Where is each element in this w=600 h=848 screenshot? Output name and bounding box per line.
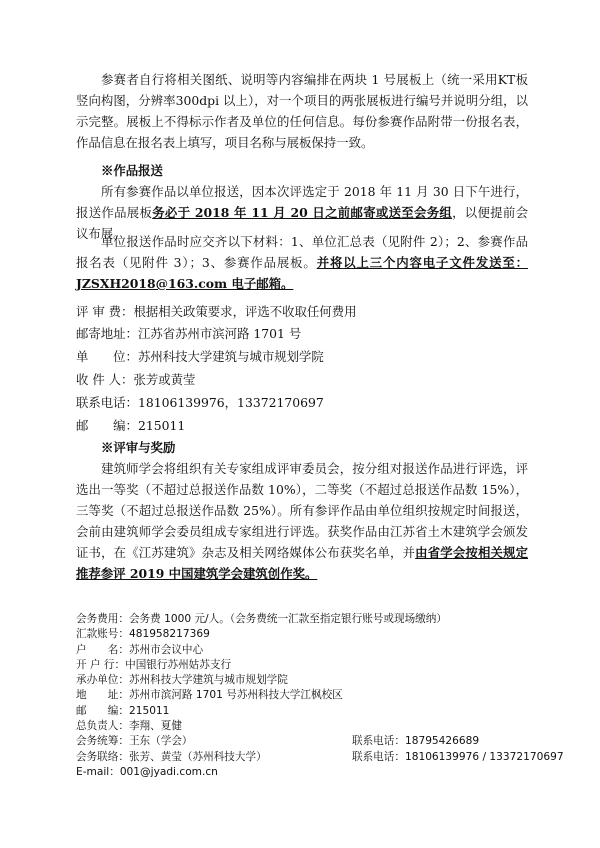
recipient-value: 张芳或黄莹 — [133, 372, 196, 387]
deadline-emphasis: 务必于 2018 年 11 月 20 日之前邮寄或送至会务组 — [152, 205, 453, 220]
footer-row — [76, 734, 536, 749]
footer-phone-value: 18106139976 / 13372170697 — [404, 750, 564, 763]
submission-text: 所有参赛作品以单位报送，因本次评选定于 2018 年 11 月 30 日下午进行，报送作品展板 — [76, 184, 528, 220]
materials-text: 单位报送作品时应交齐以下材料：1、单位汇总表（见附件 2）；2、参赛作品报名表（见附件 3）；3、参赛作品展板。 — [76, 234, 528, 270]
footer-label: 承办单位： — [76, 674, 129, 687]
footer-value: 215011 — [128, 704, 170, 717]
footer-row — [76, 643, 536, 658]
footer-value: 苏州市会议中心 — [128, 643, 204, 656]
footer-row — [76, 627, 536, 642]
footer-row — [76, 658, 536, 673]
footer-label: 会务费用： — [76, 613, 129, 625]
footer-phone-label: 联系电话： — [352, 750, 405, 763]
section-title-submission: ※作品报送 — [101, 163, 163, 178]
footer-phone-value: 18795426689 — [404, 735, 480, 748]
footer-label: 邮 编： — [76, 704, 129, 717]
paragraph-required-materials — [76, 231, 528, 294]
footer-row — [76, 612, 536, 627]
footer-label: 会务统筹： — [76, 735, 129, 748]
footer-phone — [352, 734, 479, 749]
awards-recommendation: 由省学会按相关规定推荐参评 2019 中国建筑学会建筑创作奖。 — [76, 545, 529, 581]
footer-value: 王东（学会） — [128, 735, 193, 748]
footer-value: 李翔、夏健 — [128, 720, 182, 733]
unit-value: 苏州科技大学建筑与城市规划学院 — [137, 349, 324, 364]
footer-row — [76, 688, 536, 703]
footer-row — [76, 750, 564, 765]
footer-value: 苏州科技大学建筑与城市规划学院 — [128, 674, 288, 687]
awards-text: 建筑师学会将组织有关专家组成评审委员会，按分组对报送作品进行评选，评选出一等奖（不超过总报送作品数 10%），二等奖（不超过总报送作品数 15%），三等奖（不超过总报送作品数 25%）。所有参评作品由单位组织按规定时间报送，会前由建筑师学会委员组成专家组进行评选。获奖作品由江苏省土木建筑学会颁发证书，在《江苏建筑》杂志及相关网络媒体公布获奖名单，并 — [76, 461, 528, 560]
review-fee-value: 根据相关政策要求，评选不收取任何费用 — [133, 304, 357, 319]
footer-value: 481958217369 — [128, 628, 210, 641]
footer-label: 会务联络： — [76, 750, 129, 763]
footer-value: 苏州市滨河路 1701 号苏州科技大学江枫校区 — [128, 689, 343, 702]
footer-label: 地 址： — [76, 689, 129, 702]
footer-value: 001@jyadi.com.cn — [119, 765, 218, 778]
footer-phone — [352, 750, 564, 765]
recipient-label: 收 件 人： — [76, 372, 134, 387]
unit-line — [76, 347, 324, 365]
footer-label: E-mail： — [76, 765, 120, 778]
footer-phone-label: 联系电话： — [352, 735, 405, 748]
contact-phone-label: 联系电话： — [76, 395, 138, 410]
postcode-line — [76, 416, 185, 434]
review-fee-label: 评 审 费： — [76, 304, 134, 319]
email-instruction: 并将以上三个内容电子文件发送至：JZSXH2018@163.com 电子邮箱。 — [76, 255, 528, 291]
conference-info-footer — [76, 612, 564, 780]
section-title-review-awards: ※评审与奖励 — [101, 440, 176, 455]
review-fee-line — [76, 302, 356, 320]
footer-value: 会务费 1000 元/人。（会务费统一汇款至指定银行账号或现场缴纳） — [128, 613, 447, 625]
contact-phone-value: 18106139976，13372170697 — [137, 395, 324, 410]
footer-label: 户 名： — [76, 643, 129, 656]
unit-label: 单 位： — [76, 349, 138, 364]
submission-text-end: ，以便提前会议布展。 — [76, 205, 528, 241]
mailing-address-line — [76, 324, 301, 342]
footer-value: 张芳、黄莹（苏州科技大学） — [128, 750, 267, 763]
footer-label: 总负责人： — [76, 720, 129, 733]
paragraph-review-awards — [76, 458, 528, 584]
footer-row — [76, 704, 536, 719]
postcode-value: 215011 — [137, 418, 186, 433]
paragraph-display-boards: 参赛者自行将相关图纸、说明等内容编排在两块 1 号展板上（统一采用KT板竖向构图，分辨率300dpi 以上），对一个项目的两张展板进行编号并说明分组，以示完整。展板上不得标示作者及单位的任何信息。每份参赛作品附带一份报名表，作品信息在报名表上填写，项目名称与展板保持一致。 — [76, 72, 528, 150]
footer-label: 汇款账号： — [76, 628, 129, 641]
footer-row — [76, 765, 536, 780]
footer-label: 开 户 行： — [76, 658, 126, 671]
postcode-label: 邮 编： — [76, 418, 138, 433]
mailing-address-label: 邮寄地址： — [76, 326, 138, 341]
mailing-address-value: 江苏省苏州市滨河路 1701 号 — [137, 326, 302, 341]
contact-phone-line — [76, 393, 324, 411]
footer-value: 中国银行苏州姑苏支行 — [125, 658, 232, 671]
footer-row — [76, 719, 536, 734]
footer-row — [76, 673, 536, 688]
recipient-line — [76, 370, 195, 388]
